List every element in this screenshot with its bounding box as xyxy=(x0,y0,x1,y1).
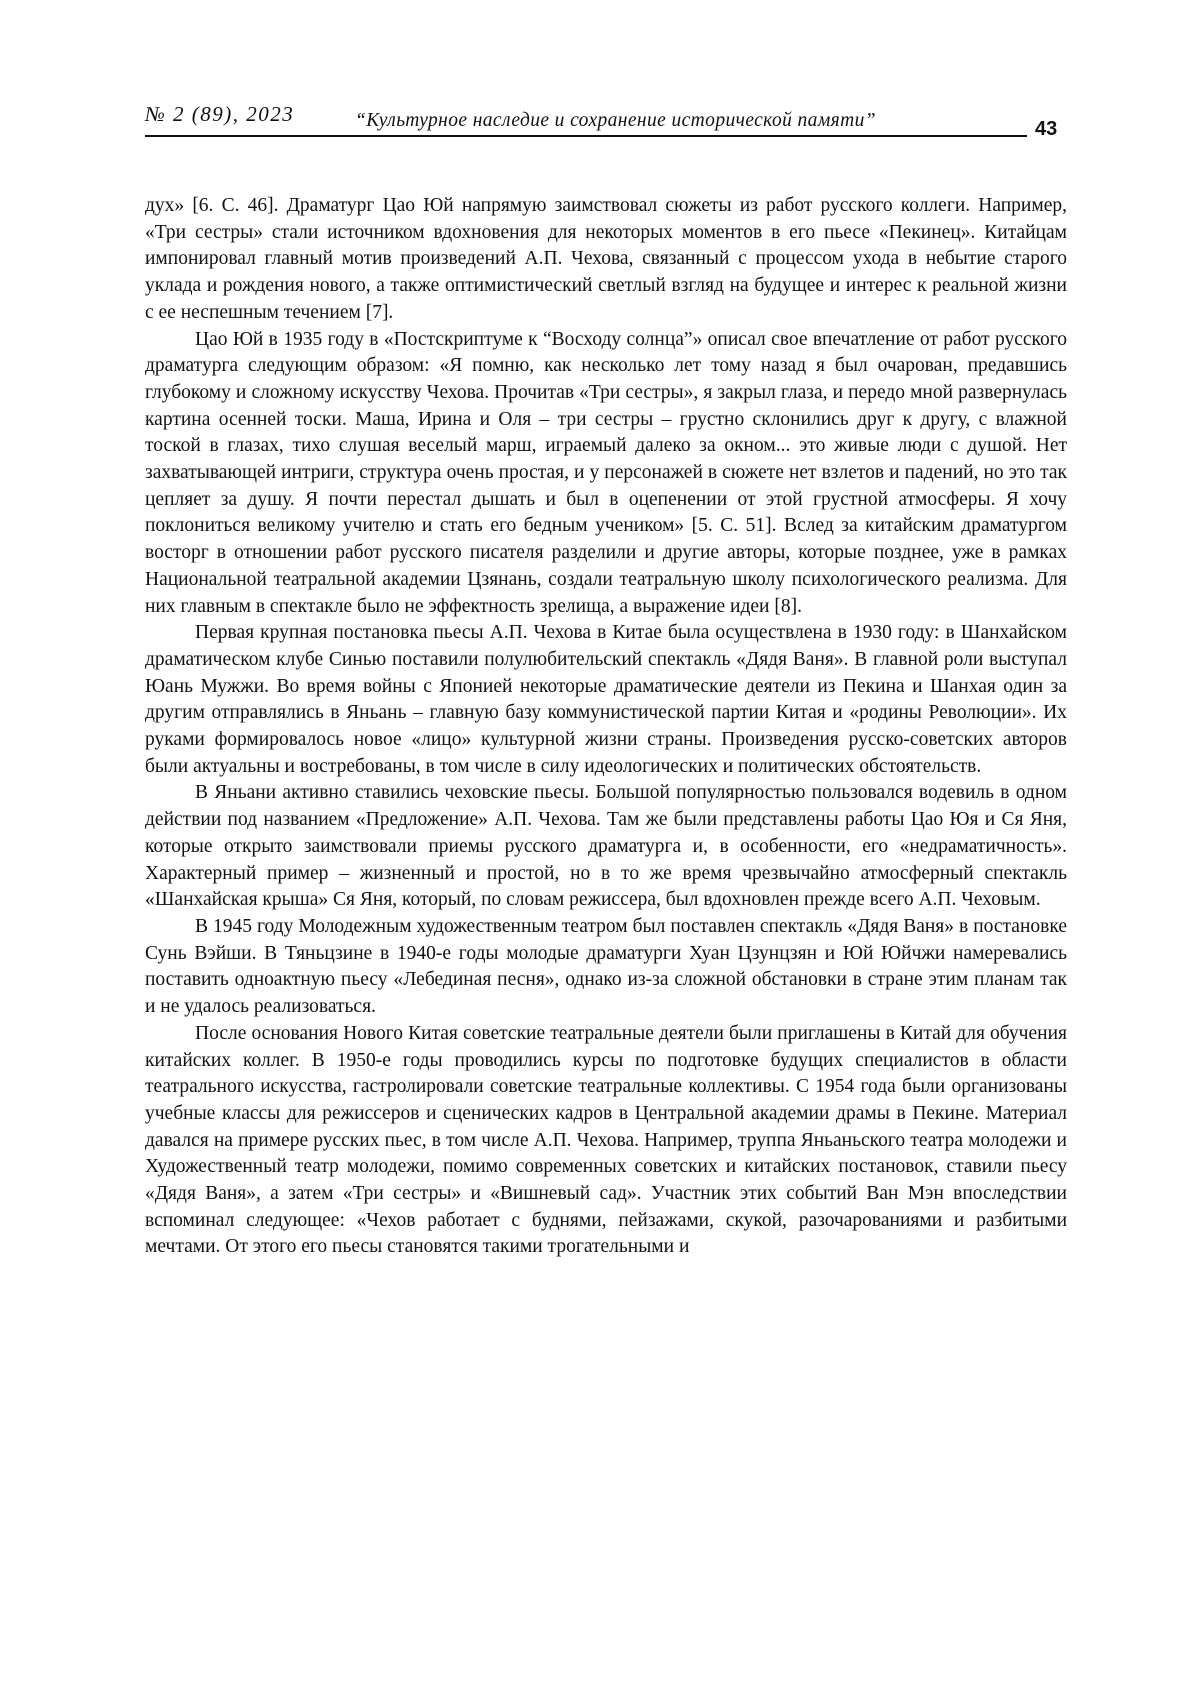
running-header xyxy=(145,100,1065,144)
paragraph-1945: В 1945 году Молодежным художественным театром был поставлен спектакль «Дядя Ваня» в постановке Сунь Вэйши. В Тяньцзине в 1940-е годы молодые драматурги Хуан Цзунцзян и Юй Юйчжи намеревались поставить одноактную пьесу «Лебединая песня», однако из-за сложной обстановки в стране этим планам так и не удалось реализоваться. xyxy=(145,914,1067,1021)
journal-page xyxy=(0,0,1200,1698)
journal-title: “Культурное наследие и сохранение исторической памяти” xyxy=(355,110,876,132)
paragraph-continuation: дух» [6. С. 46]. Драматург Цао Юй напрямую заимствовал сюжеты из работ русского коллеги. Например, «Три сестры» стали источником вдохновения для некоторых моментов в его пьесе «Пекинец». Китайцам импонировал главный мотив произведений А.П. Чехова, связанный с процессом ухода в небытие старого уклада и рождения нового, а также оптимистический светлый взгляд на будущее и интерес к реальной жизни с ее неспешным течением [7]. xyxy=(145,193,1067,327)
paragraph-new-china: После основания Нового Китая советские театральные деятели были приглашены в Китай для обучения китайских коллег. В 1950-е годы проводились курсы по подготовке будущих специалистов в области театрального искусства, гастролировали советские театральные коллективы. С 1954 года были организованы учебные классы для режиссеров и сценических кадров в Центральной академии драмы в Пекине. Материал давался на примере русских пьес, в том числе А.П. Чехова. Например, труппа Яньаньского театра молодежи и Художественный театр молодежи, помимо современных советских и китайских постановок, ставили пьесу «Дядя Ваня», а затем «Три сестры» и «Вишневый сад». Участник этих событий Ван Мэн впоследствии вспоминал следующее: «Чехов работает с буднями, пейзажами, скукой, разочарованиями и разбитыми мечтами. От этого его пьесы становятся такими трогательными и xyxy=(145,1021,1067,1261)
page-number: 43 xyxy=(1035,118,1057,141)
header-rule xyxy=(145,135,1027,137)
paragraph-first-production: Первая крупная постановка пьесы А.П. Чехова в Китае была осуществлена в 1930 году: в Шанхайском драматическом клубе Синью поставили полулюбительский спектакль «Дядя Ваня». В главной роли выступал Юань Мужжи. Во время войны с Японией некоторые драматические деятели из Пекина и Шанхая один за другим отправлялись в Яньань – главную базу коммунистической партии Китая и «родины Революции». Их руками формировалось новое «лицо» культурной жизни страны. Произведения русско-советских авторов были актуальны и востребованы, в том числе в силу идеологических и политических обстоятельств. xyxy=(145,620,1067,780)
issue-number: № 2 (89), 2023 xyxy=(145,102,294,127)
article-body xyxy=(145,193,1067,1261)
paragraph-cao-yu-postscript: Цао Юй в 1935 году в «Постскриптуме к “Восходу солнца”» описал свое впечатление от работ русского драматурга следующим образом: «Я помню, как несколько лет тому назад я был очарован, предавшись глубокому и сложному искусству Чехова. Прочитав «Три сестры», я закрыл глаза, и передо мной развернулась картина осенней тоски. Маша, Ирина и Оля – три сестры – грустно склонились друг к другу, с влажной тоской в глазах, тихо слушая веселый марш, играемый далеко за окном... это живые люди с душой. Нет захватывающей интриги, структура очень простая, и у персонажей в сюжете нет взлетов и падений, но это так цепляет за душу. Я почти перестал дышать и был в оцепенении от этой грустной атмосферы. Я хочу поклониться великому учителю и стать его бедным учеником» [5. С. 51]. Вслед за китайским драматургом восторг в отношении работ русского писателя разделили и другие авторы, которые позднее, уже в рамках Национальной театральной академии Цзянань, создали театральную школу психологического реализма. Для них главным в спектакле было не эффектность зрелища, а выражение идеи [8]. xyxy=(145,327,1067,621)
paragraph-yanan: В Яньани активно ставились чеховские пьесы. Большой популярностью пользовался водевиль в одном действии под названием «Предложение» А.П. Чехова. Там же были представлены работы Цао Юя и Ся Яня, которые открыто заимствовали приемы русского драматурга и, в особенности, его «недраматичность». Характерный пример – жизненный и простой, но в то же время чрезвычайно атмосферный спектакль «Шанхайская крыша» Ся Яня, который, по словам режиссера, был вдохновлен прежде всего А.П. Чеховым. xyxy=(145,780,1067,914)
